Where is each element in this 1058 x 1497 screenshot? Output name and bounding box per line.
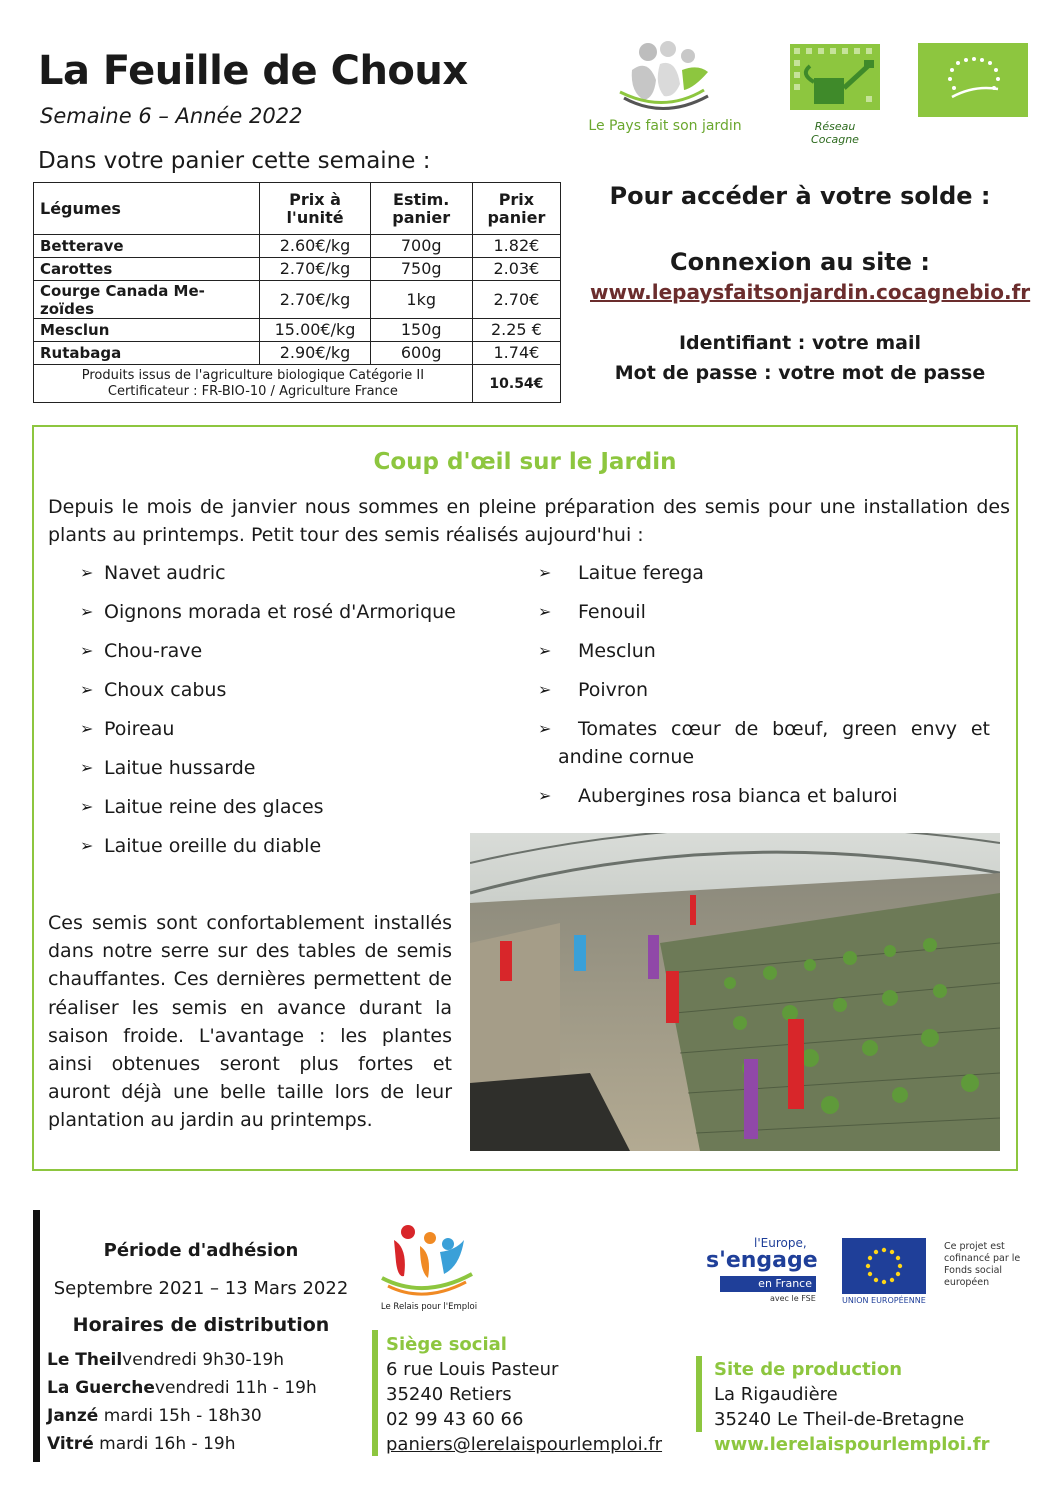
basket-price-table <box>33 182 561 403</box>
estimate: 750g <box>370 258 472 281</box>
schedule-item <box>47 1434 235 1454</box>
seedling-trays-icon <box>470 833 1000 1151</box>
certification-note <box>34 365 473 403</box>
estimate: 700g <box>370 235 472 258</box>
europe-line-2: s'engage <box>706 1248 818 1273</box>
list-item: ➢ Laitue hussarde <box>80 754 510 782</box>
eu-leaf-icon <box>918 43 1028 117</box>
site-link[interactable]: www.lepaysfaitsonjardin.cocagnebio.fr <box>590 280 1031 304</box>
relais-pour-emploi-logo <box>374 1222 484 1318</box>
eu-flag <box>842 1238 926 1294</box>
greenhouse-paragraph: Ces semis sont confortablement installés dans notre serre sur des tables de semis chauffantes. Ces dernières permettent de réaliser les semis en avance durant la saison froide. L'avantage : les plantes ainsi obtenues seront plus fortes et auront déjà une belle taille lors de leur plantation au jardin au printemps. <box>48 912 452 1132</box>
basket-heading: Dans votre panier cette semaine : <box>38 148 431 174</box>
list-item: ➢ Poivron <box>558 676 990 704</box>
balance-heading: Pour accéder à votre solde : <box>609 182 991 210</box>
list-item: ➢ Mesclun <box>558 637 990 665</box>
reseau-cocagne-logo <box>790 44 880 146</box>
list-item: ➢ Laitue ferega <box>558 559 990 587</box>
col-header-estimate: Estim. panier <box>370 183 472 235</box>
basket-price: 1.74€ <box>472 342 560 365</box>
eu-caption: UNION EUROPÉENNE <box>842 1296 926 1305</box>
schedule-place: Janzé <box>47 1406 99 1426</box>
table-row <box>34 342 561 365</box>
cocagne-logo-caption: Réseau Cocagne <box>811 120 859 146</box>
membership-period: Septembre 2021 – 13 Mars 2022 <box>53 1278 349 1299</box>
vegetable-name: Betterave <box>34 235 260 258</box>
list-item: ➢ Chou-rave <box>80 637 510 665</box>
production-site-city: 35240 Le Theil-de-Bretagne <box>714 1409 965 1430</box>
unit-price: 2.60€/kg <box>260 235 370 258</box>
footer-divider-black <box>33 1210 40 1462</box>
production-site-address <box>714 1357 989 1457</box>
estimate: 150g <box>370 319 472 342</box>
pays-logo-caption: Le Pays fait son jardin <box>588 118 742 134</box>
vegetable-name: Mesclun <box>34 319 260 342</box>
schedule-place: Vitré <box>47 1434 94 1454</box>
unit-price: 2.90€/kg <box>260 342 370 365</box>
website-link[interactable]: www.lerelaispourlemploi.fr <box>714 1434 990 1455</box>
garden-title: Coup d'œil sur le Jardin <box>373 449 677 475</box>
list-item: ➢ Tomates cœur de bœuf, green envy et andine cornue <box>558 715 990 771</box>
basket-price: 1.82€ <box>472 235 560 258</box>
list-item: ➢ Poireau <box>80 715 510 743</box>
col-header-unit-price: Prix à l'unité <box>260 183 370 235</box>
head-office-phone: 02 99 43 60 66 <box>386 1409 524 1430</box>
basket-total: 10.54€ <box>472 365 560 403</box>
footer-divider-green <box>696 1356 702 1432</box>
pays-fait-son-jardin-logo <box>584 40 746 140</box>
table-row <box>34 281 561 319</box>
eu-stars-icon <box>842 1238 926 1294</box>
connexion-heading: Connexion au site : <box>669 248 931 276</box>
watering-can-icon <box>790 44 880 110</box>
schedule-time: mardi 15h - 18h30 <box>98 1406 262 1426</box>
europe-line-4: avec le FSE <box>770 1294 816 1303</box>
unit-price: 2.70€/kg <box>260 258 370 281</box>
list-item: ➢ Choux cabus <box>80 676 510 704</box>
people-icon <box>584 40 746 116</box>
estimate: 1kg <box>370 281 472 319</box>
membership-period-title: Période d'adhésion <box>103 1240 299 1261</box>
table-footer-row <box>34 365 561 403</box>
greenhouse-seedlings-photo <box>470 833 1000 1151</box>
certification-line-2: Certificateur : FR-BIO-10 / Agriculture France <box>107 383 398 399</box>
europe-line-1: l'Europe, <box>754 1236 807 1250</box>
footer-divider-green <box>372 1330 378 1456</box>
schedule-place: Le Theil <box>47 1350 123 1370</box>
schedule-time: mardi 16h - 19h <box>93 1434 236 1454</box>
fse-cofinance-note: Ce projet est cofinancé par le Fonds social européen <box>944 1241 1021 1288</box>
unit-price: 2.70€/kg <box>260 281 370 319</box>
vegetable-name: Rutabaga <box>34 342 260 365</box>
basket-price: 2.25 € <box>472 319 560 342</box>
estimate: 600g <box>370 342 472 365</box>
col-header-legumes: Légumes <box>34 183 260 235</box>
unit-price: 15.00€/kg <box>260 319 370 342</box>
garden-panel <box>32 425 1018 1171</box>
basket-price: 2.03€ <box>472 258 560 281</box>
vegetable-name: Carottes <box>34 258 260 281</box>
schedule-item <box>47 1350 284 1370</box>
relais-logo-caption: Le Relais pour l'Emploi <box>380 1302 478 1312</box>
europe-line-3: en France <box>720 1276 816 1292</box>
certification-line-1: Produits issus de l'agriculture biologique Catégorie II <box>81 367 425 383</box>
table-row <box>34 319 561 342</box>
sowing-list-right <box>558 559 990 821</box>
table-row <box>34 258 561 281</box>
schedule-item <box>47 1378 317 1398</box>
head-office-title: Siège social <box>386 1334 507 1355</box>
schedule-time: vendredi 9h30-19h <box>122 1350 285 1370</box>
list-item: ➢ Oignons morada et rosé d'Armorique <box>80 598 510 626</box>
relais-people-icon <box>374 1222 484 1302</box>
schedule-time: vendredi 11h - 19h <box>154 1378 317 1398</box>
table-row <box>34 235 561 258</box>
sowing-list-left <box>80 559 510 871</box>
production-site-place: La Rigaudière <box>714 1384 838 1405</box>
head-office-city: 35240 Retiers <box>386 1384 512 1405</box>
list-item: ➢ Navet audric <box>80 559 510 587</box>
email-link[interactable]: paniers@lerelaispourlemploi.fr <box>386 1434 663 1455</box>
basket-price: 2.70€ <box>472 281 560 319</box>
garden-intro: Depuis le mois de janvier nous sommes en pleine préparation des semis pour une installation des plants au printemps. Petit tour des semis réalisés aujourd'hui : <box>48 496 1010 546</box>
schedule-item <box>47 1406 262 1426</box>
europe-sengage-logo <box>706 1236 824 1308</box>
vegetable-name: Courge Canada Me-zoïdes <box>34 281 260 319</box>
head-office-address <box>386 1332 662 1457</box>
list-item: ➢ Aubergines rosa bianca et baluroi <box>558 782 990 810</box>
list-item: ➢ Laitue reine des glaces <box>80 793 510 821</box>
col-header-basket-price: Prix panier <box>472 183 560 235</box>
login-password: Mot de passe : votre mot de passe <box>614 362 986 384</box>
login-identifier: Identifiant : votre mail <box>678 332 922 354</box>
schedule-place: La Guerche <box>47 1378 155 1398</box>
distribution-hours-title: Horaires de distribution <box>72 1314 330 1336</box>
issue-date: Semaine 6 – Année 2022 <box>40 104 303 128</box>
newsletter-title: La Feuille de Choux <box>38 48 468 94</box>
list-item: ➢ Laitue oreille du diable <box>80 832 510 860</box>
eu-organic-leaf-logo <box>918 43 1028 117</box>
cocagne-logo-box <box>790 44 880 110</box>
head-office-street: 6 rue Louis Pasteur <box>386 1359 559 1380</box>
production-site-title: Site de production <box>714 1359 903 1380</box>
list-item: ➢ Fenouil <box>558 598 990 626</box>
